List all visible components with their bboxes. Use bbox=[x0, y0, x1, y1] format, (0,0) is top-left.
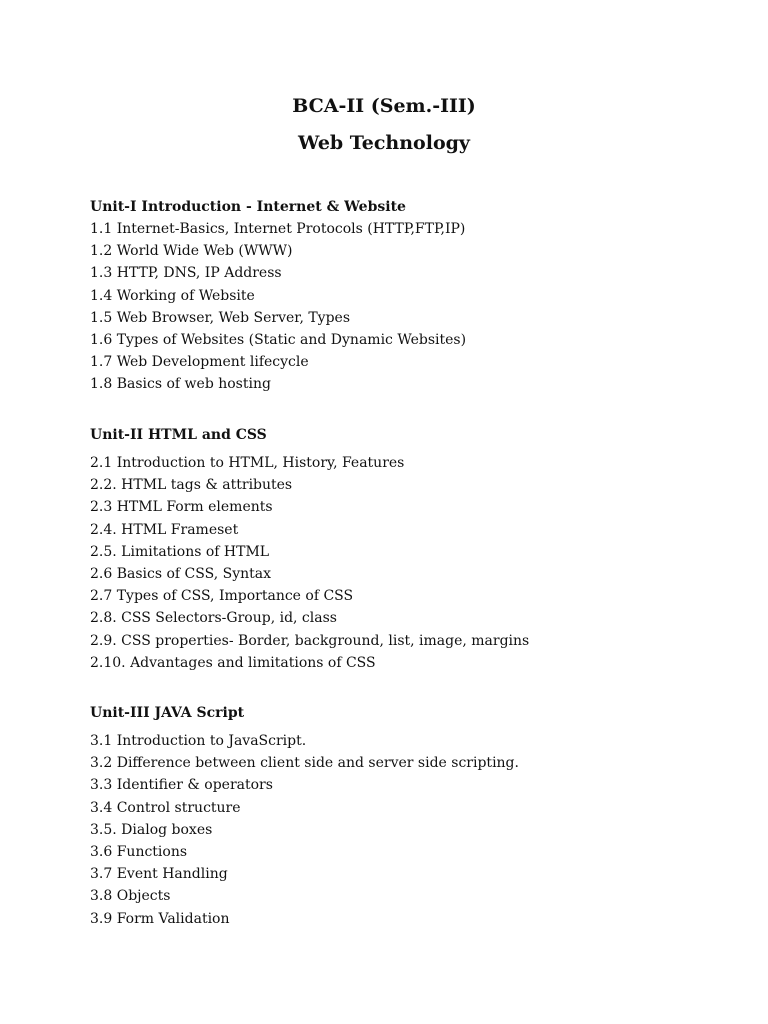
topic-item: 3.8 Objects bbox=[90, 888, 171, 905]
topic-item: 3.9 Form Validation bbox=[90, 910, 230, 927]
topic-item: 1.8 Basics of web hosting bbox=[90, 376, 271, 393]
topic-item: 3.3 Identifier & operators bbox=[90, 777, 273, 794]
topic-item: 2.4. HTML Frameset bbox=[90, 521, 239, 538]
unit-2-topic-list bbox=[90, 452, 730, 674]
subject-title: Web Technology bbox=[298, 132, 470, 154]
course-title: BCA-II (Sem.-III) bbox=[292, 95, 476, 117]
topic-item: 1.4 Working of Website bbox=[90, 287, 255, 304]
topic-item: 2.8. CSS Selectors-Group, id, class bbox=[90, 610, 337, 627]
topic-item: 3.4 Control structure bbox=[90, 799, 241, 816]
topic-item: 2.10. Advantages and limitations of CSS bbox=[90, 654, 376, 671]
topic-item: 1.6 Types of Websites (Static and Dynamic Websites) bbox=[90, 332, 467, 349]
unit-1-topic-list bbox=[90, 218, 730, 396]
topic-item: 2.7 Types of CSS, Importance of CSS bbox=[90, 588, 354, 605]
unit-1-section bbox=[90, 196, 730, 396]
topic-item: 3.2 Difference between client side and server side scripting. bbox=[90, 755, 519, 772]
topic-item: 3.7 Event Handling bbox=[90, 866, 228, 883]
topic-item: 2.2. HTML tags & attributes bbox=[90, 477, 293, 494]
unit-3-section bbox=[90, 702, 730, 930]
topic-item: 1.1 Internet-Basics, Internet Protocols (HTTP,FTP,IP) bbox=[90, 221, 466, 237]
topic-item: 2.3 HTML Form elements bbox=[90, 499, 273, 516]
topic-item: 3.1 Introduction to JavaScript. bbox=[90, 733, 307, 749]
topic-item: 1.5 Web Browser, Web Server, Types bbox=[90, 309, 351, 326]
unit-3-topic-list bbox=[90, 730, 730, 930]
topic-item: 3.6 Functions bbox=[90, 844, 188, 861]
topic-item: 1.7 Web Development lifecycle bbox=[90, 354, 309, 371]
topic-item: 2.6 Basics of CSS, Syntax bbox=[90, 566, 271, 583]
topic-item: 2.9. CSS properties- Border, background, list, image, margins bbox=[90, 632, 530, 649]
topic-item: 2.5. Limitations of HTML bbox=[90, 543, 270, 560]
topic-item: 1.3 HTTP, DNS, IP Address bbox=[90, 265, 282, 282]
unit-1-heading: Unit-I Introduction - Internet & Website bbox=[90, 199, 406, 215]
topic-item: 2.1 Introduction to HTML, History, Features bbox=[90, 455, 405, 471]
topic-item: 3.5. Dialog boxes bbox=[90, 821, 213, 838]
unit-2-heading: Unit-II HTML and CSS bbox=[90, 427, 267, 443]
topic-item: 1.2 World Wide Web (WWW) bbox=[90, 243, 293, 260]
unit-3-heading: Unit-III JAVA Script bbox=[90, 705, 245, 721]
unit-2-section bbox=[90, 424, 730, 674]
